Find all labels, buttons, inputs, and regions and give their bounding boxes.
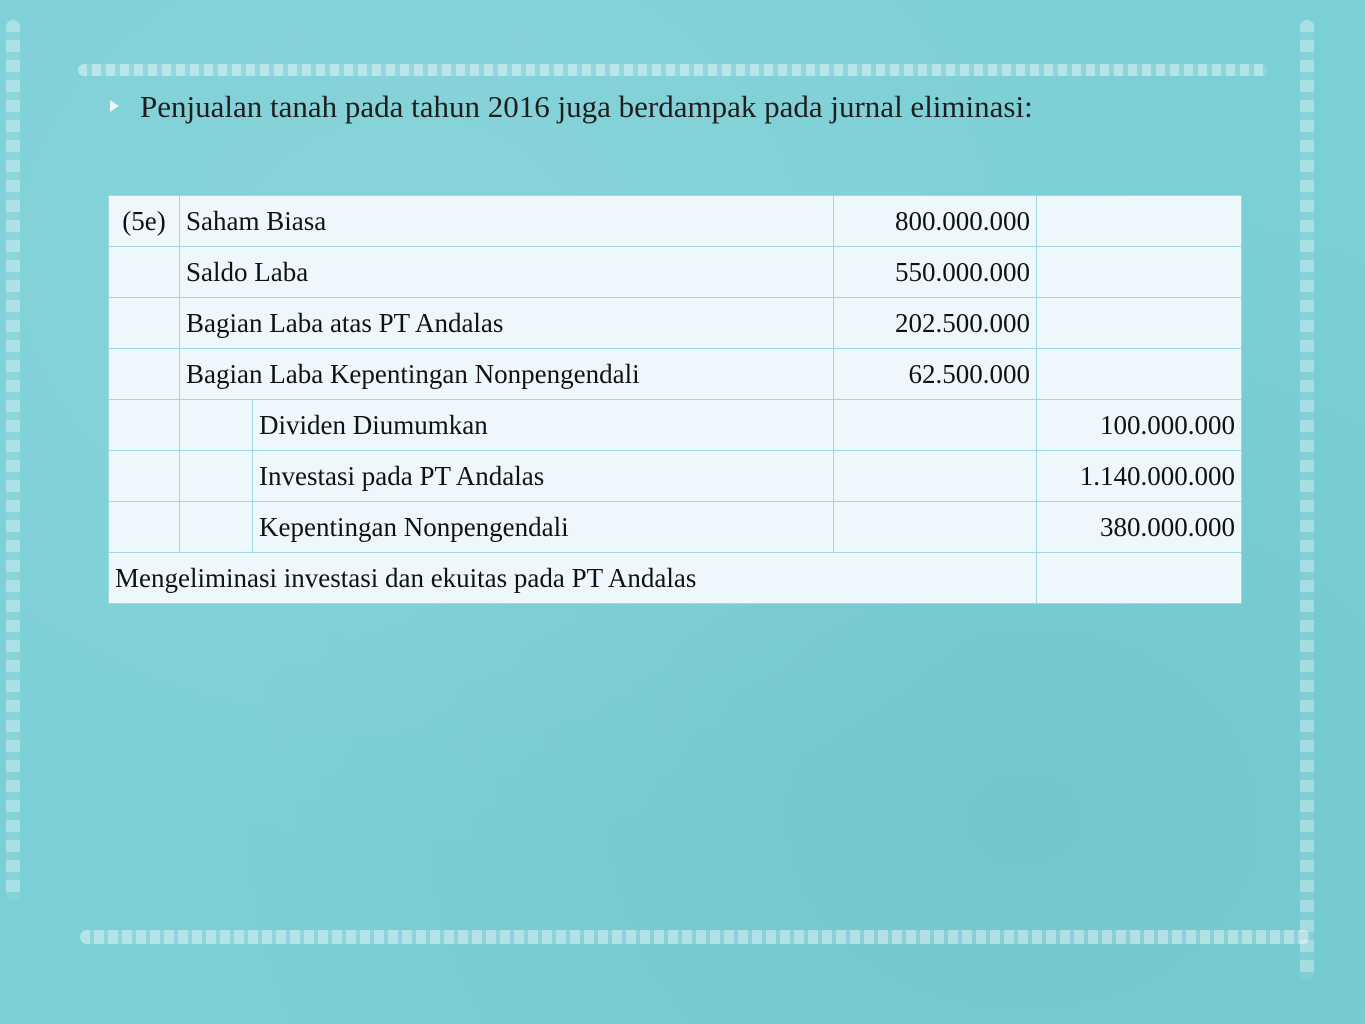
debit-amount: 800.000.000 [834,196,1037,247]
decorative-border-left [6,20,20,900]
table-row [109,247,1242,298]
credit-amount-empty [1037,247,1242,298]
credit-amount-empty [1037,553,1242,604]
account-name: Bagian Laba atas PT Andalas [180,298,834,349]
journal-ref-empty [109,247,180,298]
credit-amount-empty [1037,349,1242,400]
journal-ref-empty [109,451,180,502]
journal-ref-empty [109,349,180,400]
elimination-journal-table [108,195,1242,604]
account-name: Investasi pada PT Andalas [253,451,834,502]
debit-amount-empty [834,400,1037,451]
indent-cell [180,502,253,553]
table-row [109,502,1242,553]
indent-cell [180,400,253,451]
table-row [109,196,1242,247]
triangle-bullet-icon [110,100,119,112]
credit-amount: 100.000.000 [1037,400,1242,451]
decorative-border-right [1300,20,1314,980]
debit-amount-empty [834,502,1037,553]
credit-amount-empty [1037,196,1242,247]
debit-amount: 202.500.000 [834,298,1037,349]
debit-amount-empty [834,451,1037,502]
account-name: Bagian Laba Kepentingan Nonpengendali [180,349,834,400]
credit-amount: 1.140.000.000 [1037,451,1242,502]
table-row [109,400,1242,451]
journal-ref-empty [109,298,180,349]
journal-ref-empty [109,400,180,451]
table-row [109,451,1242,502]
debit-amount: 550.000.000 [834,247,1037,298]
heading-text: Penjualan tanah pada tahun 2016 juga berdampak pada jurnal eliminasi: [140,89,1033,124]
table-row [109,349,1242,400]
journal-ref-empty [109,502,180,553]
credit-amount-empty [1037,298,1242,349]
decorative-border-top [78,64,1268,76]
debit-amount: 62.500.000 [834,349,1037,400]
decorative-border-bottom [80,930,1310,944]
table-row [109,553,1242,604]
journal-ref: (5e) [109,196,180,247]
account-name: Saham Biasa [180,196,834,247]
slide-heading [110,86,1110,128]
credit-amount: 380.000.000 [1037,502,1242,553]
table-row [109,298,1242,349]
indent-cell [180,451,253,502]
account-name: Kepentingan Nonpengendali [253,502,834,553]
journal-description: Mengeliminasi investasi dan ekuitas pada PT Andalas [109,553,1037,604]
account-name: Dividen Diumumkan [253,400,834,451]
account-name: Saldo Laba [180,247,834,298]
